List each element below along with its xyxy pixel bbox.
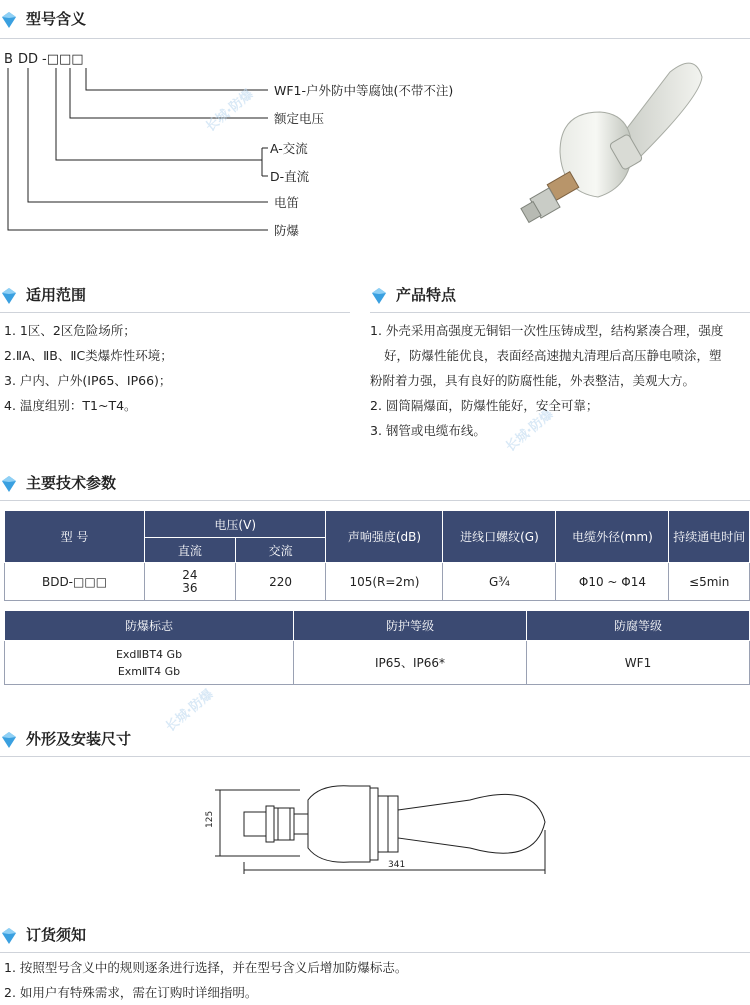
list-item: 2. 圆筒隔爆面，防爆性能好，安全可靠； <box>370 398 599 413</box>
cell-model: BDD-□□□ <box>5 563 145 601</box>
cell-ex-mark <box>5 641 294 685</box>
header-thread: 进线口螺纹(G) <box>443 511 556 563</box>
header-cable: 电缆外径(mm) <box>556 511 669 563</box>
list-item: 3. 户内、户外(IP65、IP66)； <box>4 373 172 388</box>
gem-icon <box>0 731 18 749</box>
protection-table <box>4 610 750 685</box>
model-suffix-boxes: -□□□ <box>42 52 84 67</box>
cell-thread: G¾ <box>443 563 556 601</box>
dimension-height-label: 125 <box>205 810 215 828</box>
section-title-model-meaning: 型号含义 <box>0 8 86 30</box>
watermark-text: 长城·防爆 <box>163 686 217 736</box>
cell-ip: IP65、IP66* <box>294 641 527 685</box>
watermark-text: 长城·防爆 <box>503 406 557 456</box>
cell-dc <box>145 563 236 601</box>
dimension-length-label: 341 <box>388 860 406 870</box>
header-dc: 直流 <box>145 538 236 563</box>
model-label-voltage: 额定电压 <box>274 111 325 126</box>
header-time: 持续通电时间 <box>669 511 750 563</box>
header-model: 型 号 <box>5 511 145 563</box>
cell-cable: Φ10 ~ Φ14 <box>556 563 669 601</box>
scope-list <box>4 318 173 418</box>
model-label-wf1: WF1-户外防中等腐蚀(不带不注) <box>274 83 454 98</box>
section-divider <box>0 500 750 501</box>
header-ac: 交流 <box>235 538 326 563</box>
header-sound: 声响强度(dB) <box>326 511 443 563</box>
model-label-dc: D-直流 <box>270 169 310 184</box>
cell-corrosion: WF1 <box>527 641 750 685</box>
header-ex-mark: 防爆标志 <box>5 611 294 641</box>
table-row <box>5 563 750 601</box>
table-row <box>5 641 750 685</box>
cell-time: ≤5min <box>669 563 750 601</box>
model-prefix-b: B <box>4 52 13 67</box>
model-label-horn: 电笛 <box>274 195 300 210</box>
product-photo <box>520 52 720 232</box>
header-voltage: 电压(V) <box>145 511 326 538</box>
gem-icon <box>0 475 18 493</box>
header-corrosion: 防腐等级 <box>527 611 750 641</box>
section-title-scope: 适用范围 <box>0 284 86 306</box>
section-title-dimensions: 外形及安装尺寸 <box>0 728 131 750</box>
gem-icon <box>0 287 18 305</box>
dimension-drawing <box>200 770 560 890</box>
list-item: 2.ⅡA、ⅡB、ⅡC类爆炸性环境； <box>4 348 173 363</box>
model-code-leader-lines <box>0 0 280 250</box>
list-item: 1. 外壳采用高强度无铜铝一次性压铸成型，结构紧凑合理，强度 <box>370 323 724 338</box>
list-item: 4. 温度组别：T1~T4。 <box>4 398 137 413</box>
cell-sound: 105(R=2m) <box>326 563 443 601</box>
list-item: 粉附着力强，具有良好的防腐性能，外表整洁，美观大方。 <box>370 373 696 388</box>
cell-dc-value: 24 <box>182 567 198 582</box>
section-divider <box>0 312 350 313</box>
section-divider <box>370 312 750 313</box>
cell-ex-value: ExmⅡT4 Gb <box>117 664 181 678</box>
cell-dc-value: 36 <box>182 580 198 595</box>
cell-ex-value: ExdⅡBT4 Gb <box>115 647 183 661</box>
section-title-ordering: 订货须知 <box>0 924 86 946</box>
gem-icon <box>0 927 18 945</box>
cell-ac: 220 <box>235 563 326 601</box>
gem-icon <box>370 287 388 305</box>
watermark-text: 长城·防爆 <box>203 86 257 136</box>
section-divider <box>0 756 750 757</box>
section-divider <box>0 952 750 953</box>
list-item: 2. 如用户有特殊需求，需在订购时详细指明。 <box>4 985 258 1000</box>
list-item: 1. 按照型号含义中的规则逐条进行选择，并在型号含义后增加防爆标志。 <box>4 960 408 975</box>
header-ip: 防护等级 <box>294 611 527 641</box>
spec-table <box>4 510 750 601</box>
model-label-ac: A-交流 <box>270 141 308 156</box>
ordering-list <box>4 955 407 1005</box>
model-prefix-dd: DD <box>18 52 39 67</box>
list-item: 好，防爆性能优良，表面经高速抛丸清理后高压静电喷涂，塑 <box>384 348 722 363</box>
list-item: 1. 1区、2区危险场所； <box>4 323 136 338</box>
section-title-features: 产品特点 <box>370 284 456 306</box>
features-list <box>370 318 750 443</box>
list-item: 3. 钢管或电缆布线。 <box>370 423 486 438</box>
model-label-explosion-proof: 防爆 <box>274 223 300 238</box>
section-title-params: 主要技术参数 <box>0 472 116 494</box>
